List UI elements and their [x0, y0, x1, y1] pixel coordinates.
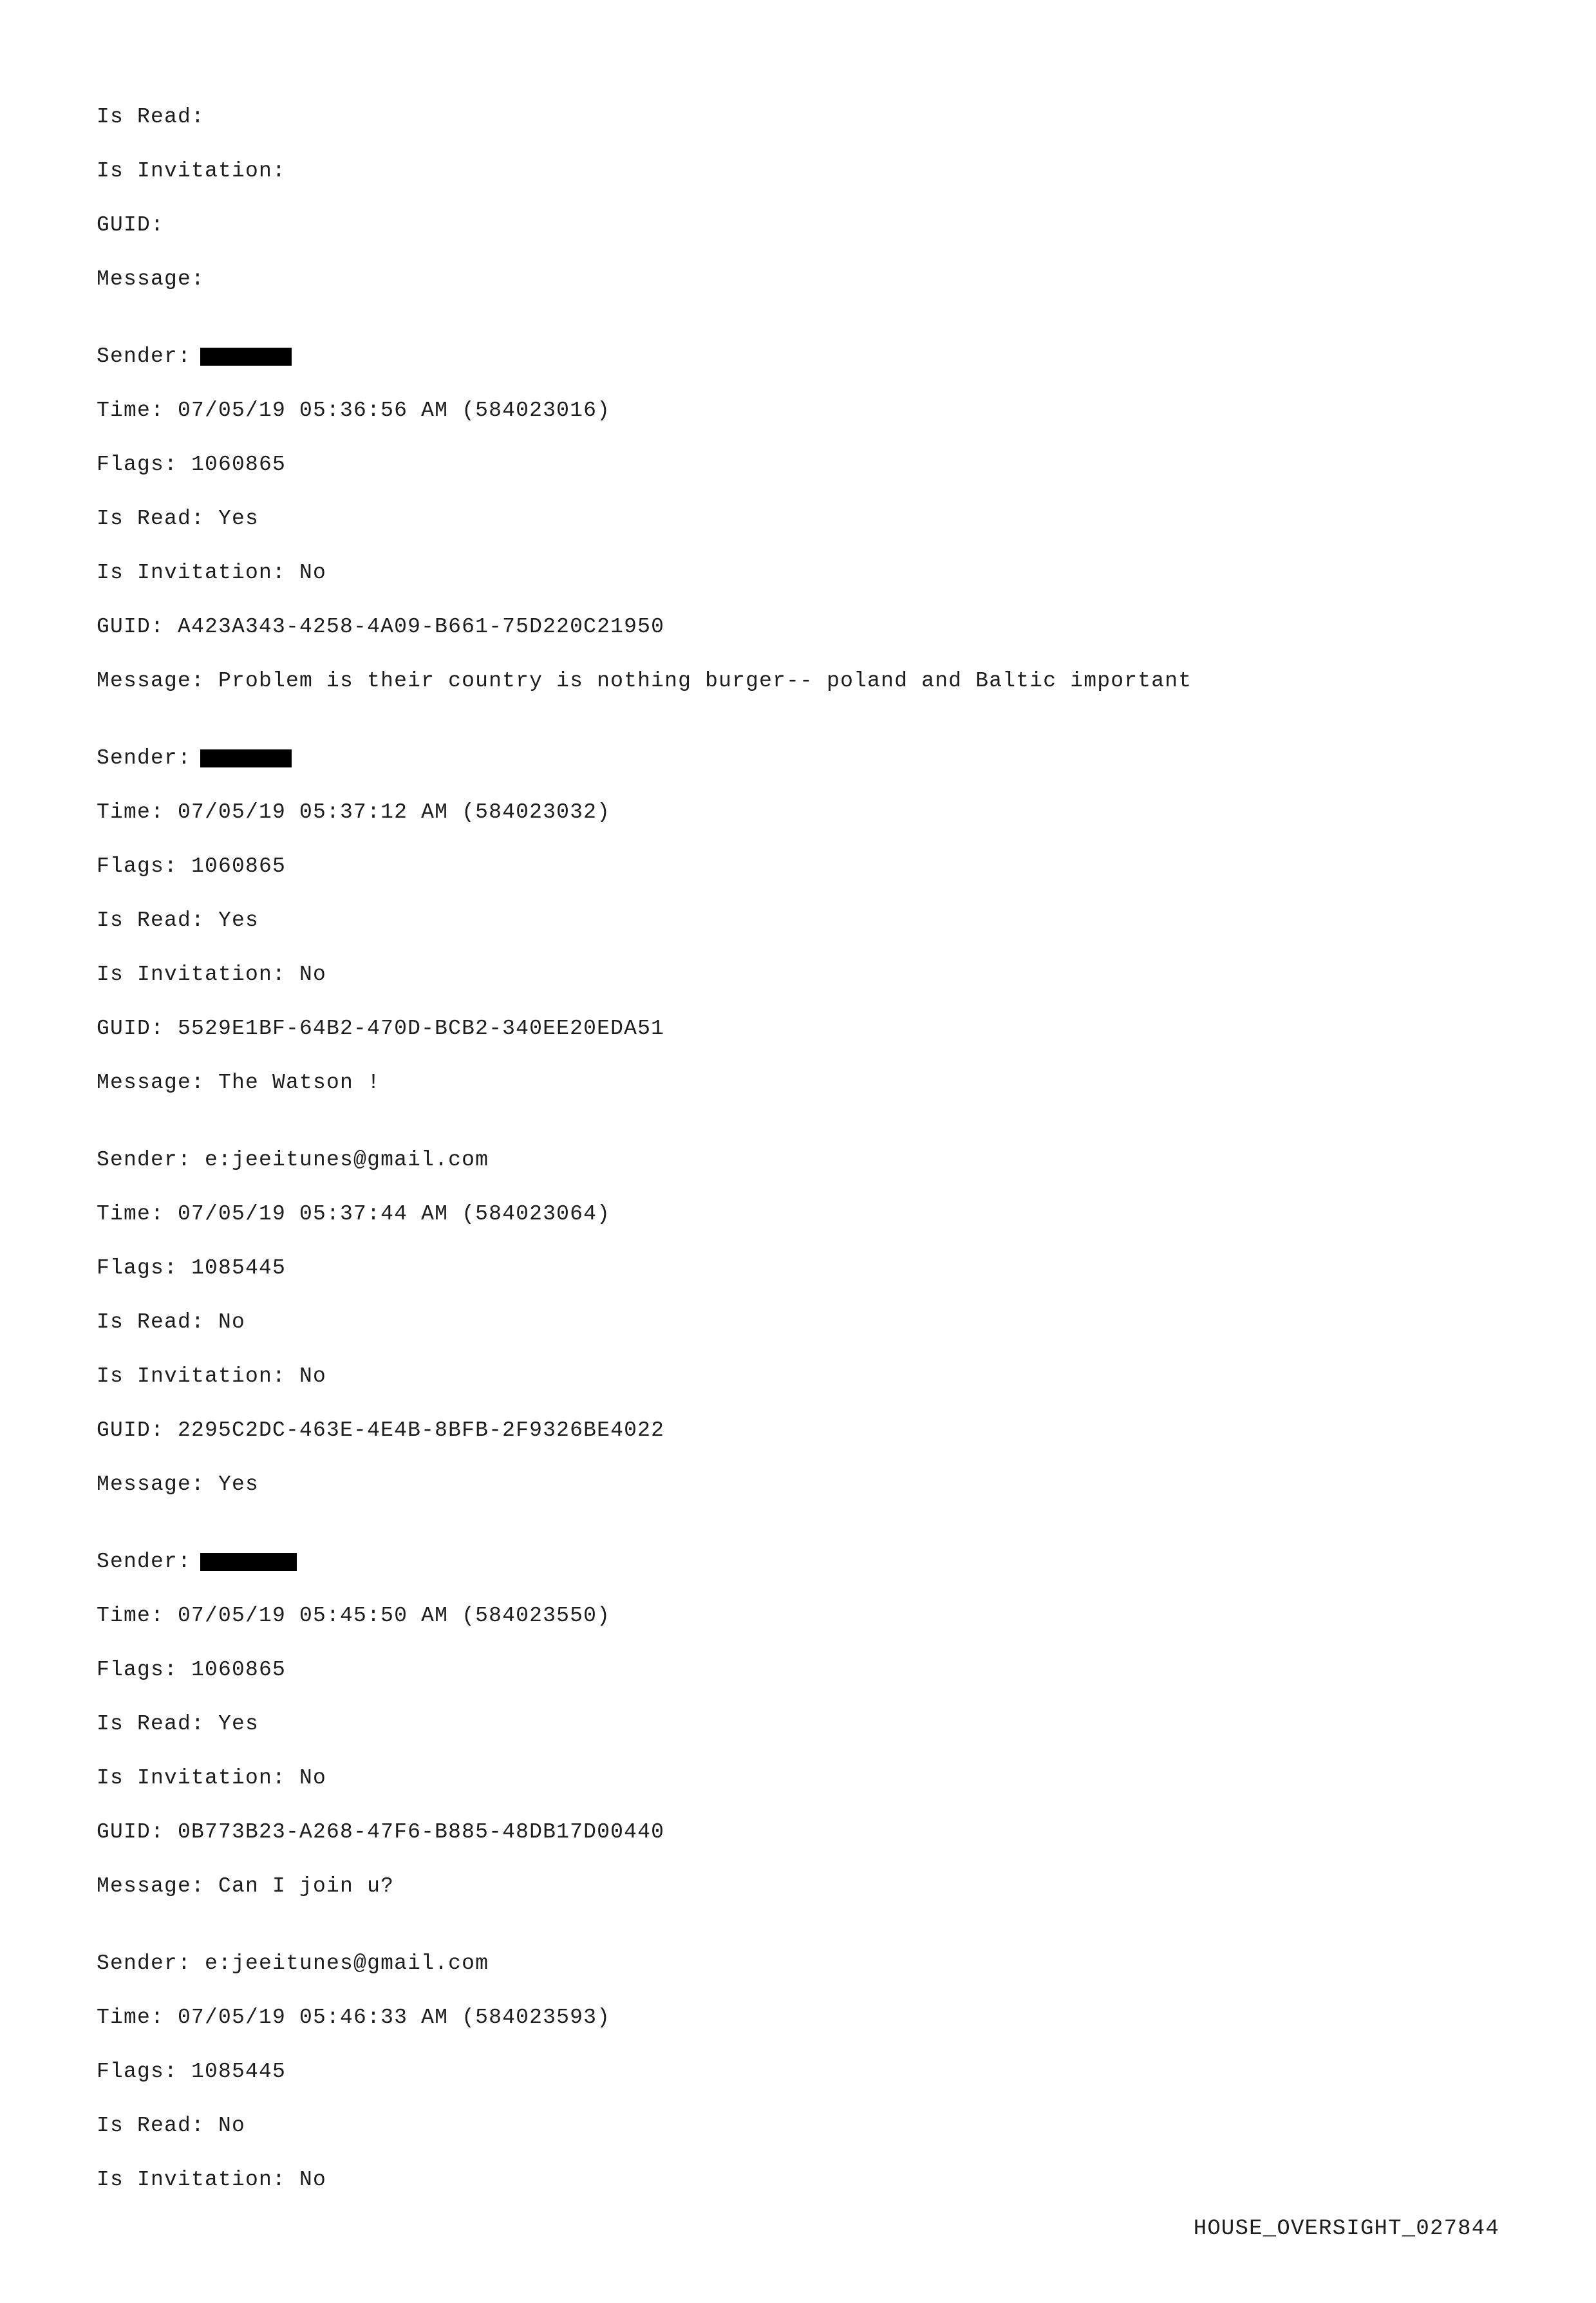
time-line: Time: 07/05/19 05:37:12 AM (584023032) — [97, 800, 611, 824]
is-invitation-line: Is Invitation: No — [97, 1364, 327, 1388]
sender-line — [97, 1535, 1513, 1589]
record-2 — [97, 731, 1513, 1110]
time-line: Time: 07/05/19 05:46:33 AM (584023593) — [97, 2006, 611, 2029]
sender-label: Sender: e:jeeitunes@gmail.com — [97, 1148, 489, 1172]
is-read-line: Is Read: No — [97, 1310, 246, 1334]
record-fragment-top — [97, 90, 1513, 306]
is-invitation-line — [97, 144, 1513, 198]
sender-label: Sender: — [97, 746, 192, 770]
message-line: Message: The Watson ! — [97, 1071, 381, 1095]
sender-label: Sender: — [97, 1550, 192, 1574]
flags-line: Flags: 1060865 — [97, 854, 286, 878]
is-read-line: Is Read: Yes — [97, 1712, 259, 1736]
guid-text: GUID: — [97, 213, 178, 237]
redaction-bar — [200, 1553, 297, 1571]
flags-line: Flags: 1060865 — [97, 453, 286, 476]
message-log-body — [97, 90, 1513, 2230]
guid-line: GUID: 0B773B23-A268-47F6-B885-48DB17D00440 — [97, 1820, 665, 1844]
bates-stamp: HOUSE_OVERSIGHT_027844 — [1193, 2217, 1499, 2241]
sender-line — [97, 1937, 1513, 1991]
is-invitation-line: Is Invitation: No — [97, 2168, 327, 2192]
message-text: Message: — [97, 267, 219, 291]
redaction-bar — [200, 348, 292, 366]
guid-line: GUID: 2295C2DC-463E-4E4B-8BFB-2F9326BE4022 — [97, 1418, 665, 1442]
message-line: Message: Can I join u? — [97, 1874, 395, 1898]
is-invitation-line: Is Invitation: No — [97, 561, 327, 585]
is-read-line: Is Read: Yes — [97, 507, 259, 531]
record-4 — [97, 1535, 1513, 1913]
guid-line: GUID: A423A343-4258-4A09-B661-75D220C21950 — [97, 615, 665, 639]
redaction-bar — [200, 749, 292, 767]
is-read-line: Is Read: Yes — [97, 908, 259, 932]
sender-line — [97, 330, 1513, 384]
message-line — [97, 252, 1513, 306]
message-line: Message: Yes — [97, 1472, 259, 1496]
record-3 — [97, 1133, 1513, 1512]
guid-line: GUID: 5529E1BF-64B2-470D-BCB2-340EE20EDA51 — [97, 1017, 665, 1040]
sender-line — [97, 1133, 1513, 1187]
time-line: Time: 07/05/19 05:45:50 AM (584023550) — [97, 1604, 611, 1628]
record-1 — [97, 330, 1513, 708]
is-read-line: Is Read: No — [97, 2114, 246, 2138]
time-line: Time: 07/05/19 05:36:56 AM (584023016) — [97, 399, 611, 422]
is-invitation-text: Is Invitation: — [97, 159, 300, 183]
is-invitation-line: Is Invitation: No — [97, 963, 327, 986]
is-invitation-line: Is Invitation: No — [97, 1766, 327, 1790]
time-line: Time: 07/05/19 05:37:44 AM (584023064) — [97, 1202, 611, 1226]
sender-label: Sender: e:jeeitunes@gmail.com — [97, 1951, 489, 1975]
flags-line: Flags: 1085445 — [97, 2060, 286, 2083]
record-5 — [97, 1937, 1513, 2207]
sender-line — [97, 731, 1513, 785]
flags-line: Flags: 1085445 — [97, 1256, 286, 1280]
flags-line: Flags: 1060865 — [97, 1658, 286, 1682]
message-line: Message: Problem is their country is nothing burger-- poland and Baltic important — [97, 669, 1192, 693]
sender-label: Sender: — [97, 344, 192, 368]
is-read-line: Is Read: — [97, 105, 219, 129]
guid-line — [97, 198, 1513, 252]
